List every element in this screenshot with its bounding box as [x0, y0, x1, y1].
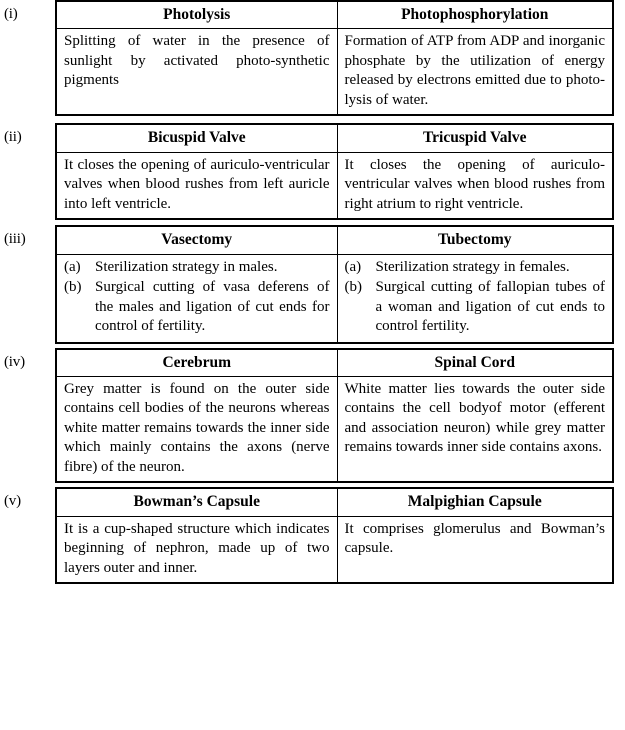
- roman-numeral-label-5: (v): [4, 493, 21, 510]
- comparison-block-1: [0, 0, 625, 116]
- table-row: [56, 152, 613, 219]
- cell-left-text: Splitting of water in the presence of sunlight by activated photo-synthetic pigments: [64, 33, 330, 89]
- list-item-marker: (b): [344, 279, 362, 296]
- comparison-table-4: [55, 348, 614, 484]
- column-header-right: Photophosphorylation: [337, 1, 613, 29]
- cell-left: [56, 376, 337, 482]
- cell-left: [56, 152, 337, 219]
- cell-left-text: Grey matter is found on the outer side contains cell bodies of the neurons whereas white matter remains towards the inner side which mainly contains the axons (nerve fibre) of the neuron.: [64, 380, 330, 475]
- column-header-right: Tubectomy: [337, 226, 613, 254]
- cell-right: [337, 29, 613, 116]
- comparison-table-1: [55, 0, 614, 116]
- cell-right: [337, 516, 613, 583]
- column-header-left: Cerebrum: [56, 349, 337, 377]
- comparison-table-2: [55, 123, 614, 220]
- cell-right-text: It closes the opening of auriculo-ventricular valves when blood rushes from right atrium to right ventricle.: [344, 156, 605, 212]
- column-header-right: Malpighian Capsule: [337, 488, 613, 516]
- table-header-row: [56, 124, 613, 152]
- table-header-row: [56, 226, 613, 254]
- cell-right-text: It comprises glomerulus and Bowman’s capsule.: [344, 520, 605, 557]
- column-header-left: Bicuspid Valve: [56, 124, 337, 152]
- comparison-block-4: [0, 348, 625, 484]
- roman-numeral-label-2: (ii): [4, 129, 22, 146]
- list-item-text: Sterilization strategy in females.: [375, 258, 570, 275]
- list-item-marker: (b): [64, 279, 82, 296]
- cell-left: [56, 29, 337, 116]
- cell-left-text: It closes the opening of auriculo-ventricular valves when blood rushes from left auricle into left ventricle.: [64, 156, 330, 212]
- list-item: [64, 258, 330, 278]
- table-header-row: [56, 1, 613, 29]
- comparison-block-5: [0, 487, 625, 584]
- list-item: [345, 278, 606, 337]
- cell-right: [337, 376, 613, 482]
- comparison-block-3: [0, 225, 625, 343]
- cell-right: [337, 152, 613, 219]
- table-row: [56, 29, 613, 116]
- lettered-list-left: [64, 258, 330, 337]
- table-header-row: [56, 488, 613, 516]
- table-row: [56, 516, 613, 583]
- table-row: [56, 254, 613, 343]
- list-item: [64, 278, 330, 337]
- column-header-right: Tricuspid Valve: [337, 124, 613, 152]
- cell-right-text: White matter lies towards the outer side contains the cell bodyof motor (efferent and association neuron) while grey matter remains towards inner side contains axons.: [344, 380, 605, 456]
- comparison-block-2: [0, 123, 625, 220]
- table-row: [56, 376, 613, 482]
- list-item-marker: (a): [64, 258, 81, 275]
- cell-left: [56, 254, 337, 343]
- cell-right-text: Formation of ATP from ADP and inorganic phosphate by the utilization of energy released by electrons emitted due to photo-lysis of water.: [344, 33, 605, 108]
- list-item-text: Surgical cutting of fallopian tubes of a woman and ligation of cut ends to control fertility.: [375, 279, 605, 335]
- table-header-row: [56, 349, 613, 377]
- list-item: [345, 258, 606, 278]
- list-item-text: Surgical cutting of vasa deferens of the males and ligation of cut ends for control of fertility.: [95, 279, 330, 335]
- column-header-right: Spinal Cord: [337, 349, 613, 377]
- comparison-table-5: [55, 487, 614, 584]
- list-item-marker: (a): [344, 258, 362, 275]
- roman-numeral-label-1: (i): [4, 6, 18, 22]
- roman-numeral-label-4: (iv): [4, 353, 25, 370]
- comparison-table-3: [55, 225, 614, 343]
- lettered-list-right: [345, 258, 606, 337]
- list-item-text: Sterilization strategy in males.: [95, 258, 278, 275]
- column-header-left: Bowman’s Capsule: [56, 488, 337, 516]
- block-spacer: [0, 116, 625, 123]
- column-header-left: Photolysis: [56, 1, 337, 29]
- roman-numeral-label-3: (iii): [4, 231, 26, 248]
- column-header-left: Vasectomy: [56, 226, 337, 254]
- cell-left-text: It is a cup-shaped structure which indicates beginning of nephron, made up of two layers outer and inner.: [64, 520, 330, 576]
- cell-left: [56, 516, 337, 583]
- cell-right: [337, 254, 613, 343]
